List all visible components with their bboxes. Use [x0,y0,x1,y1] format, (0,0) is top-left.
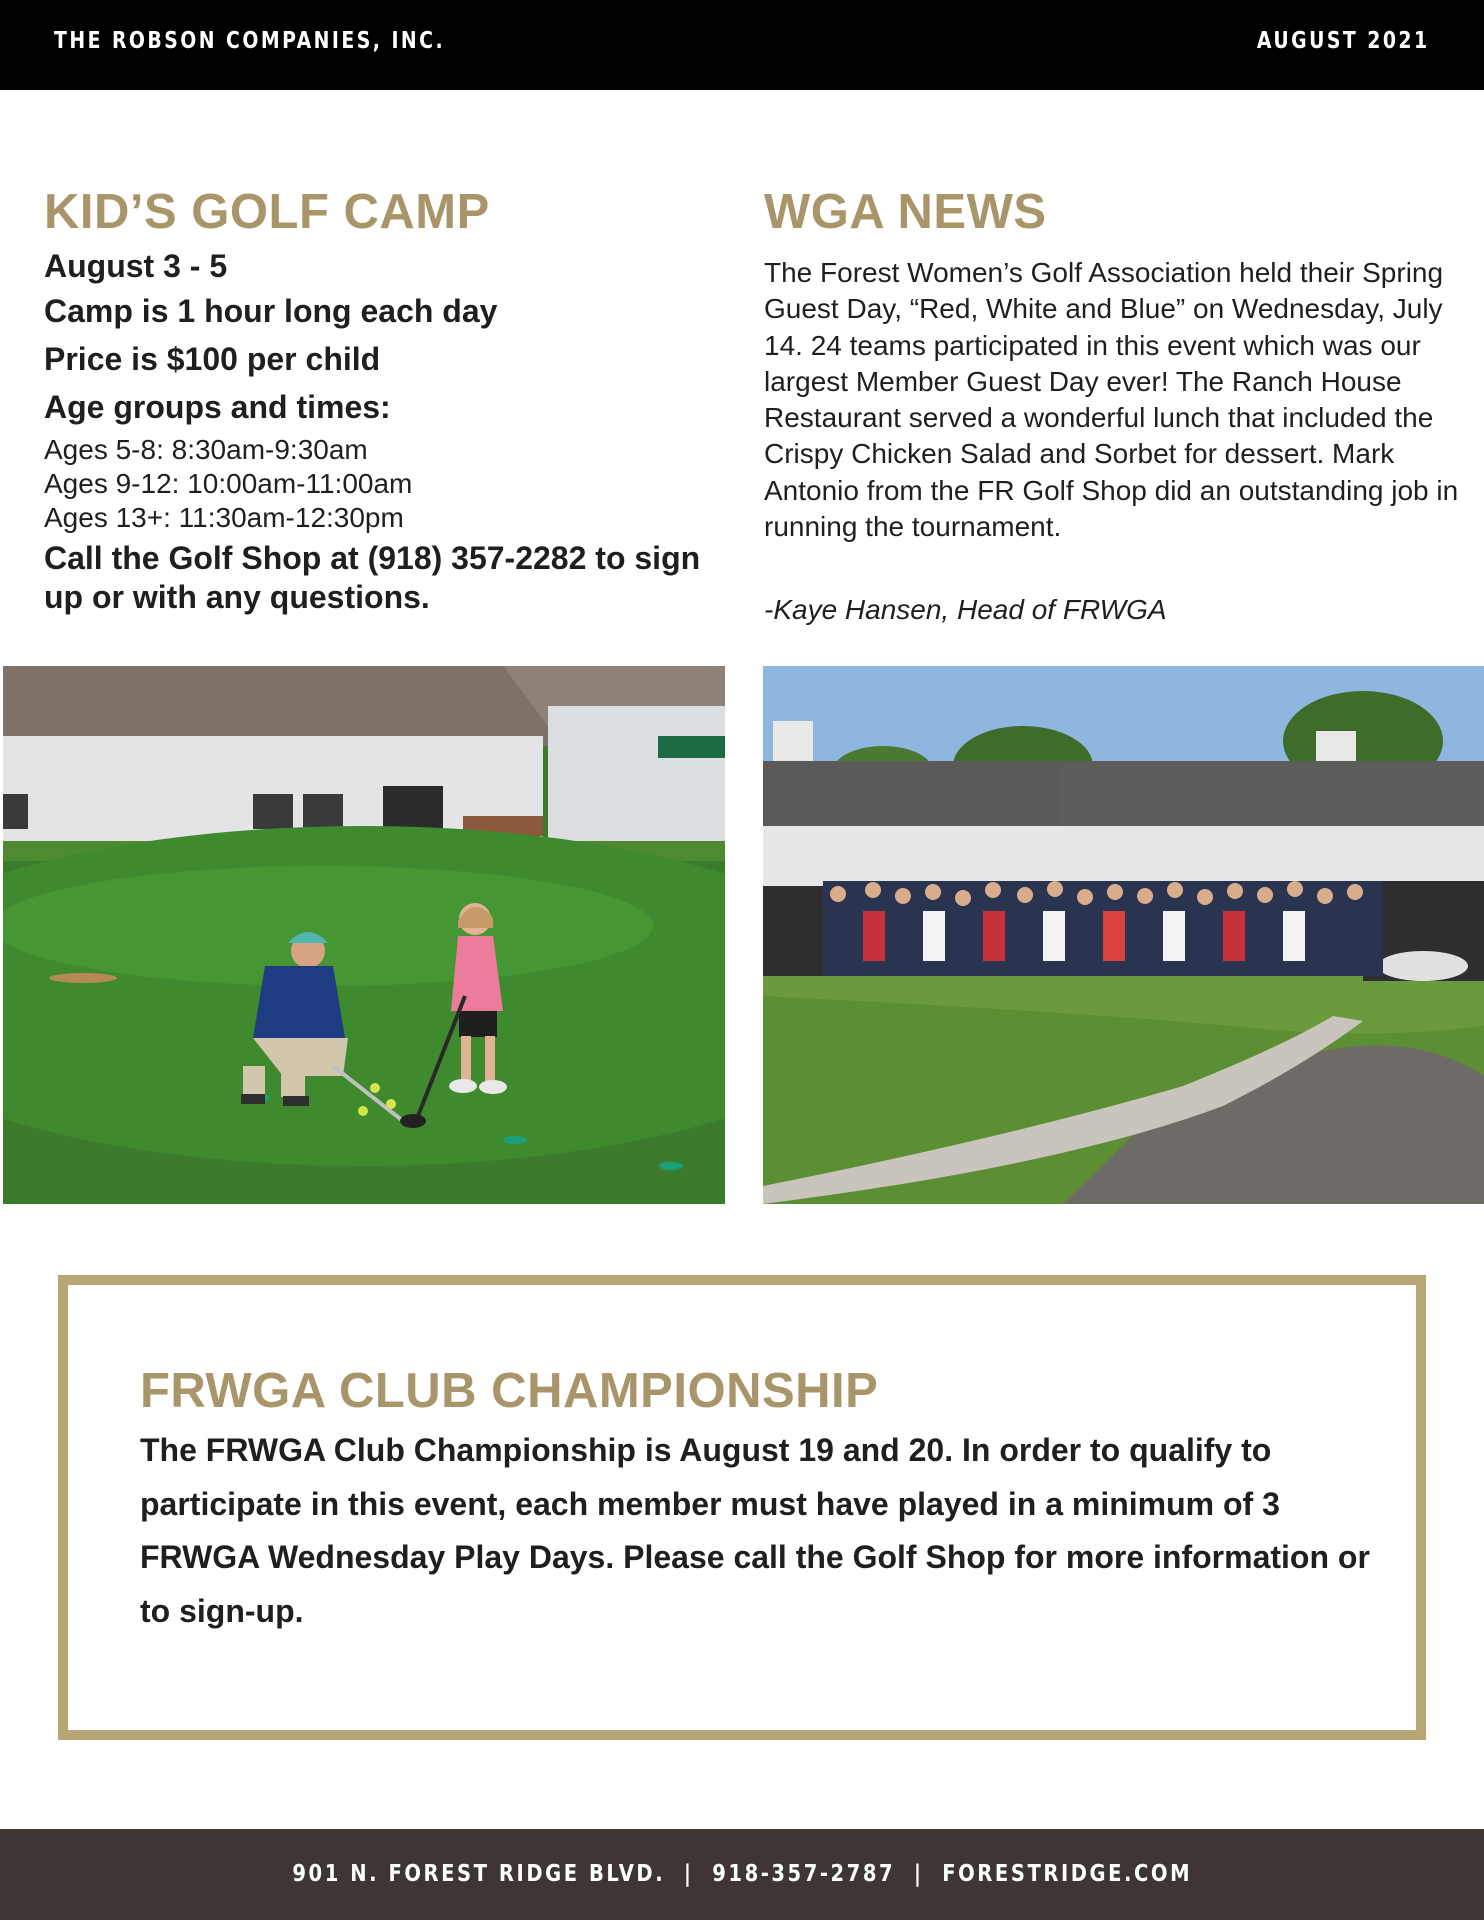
camp-duration: Camp is 1 hour long each day [44,293,498,329]
age-group-item: Ages 9-12: 10:00am-11:00am [44,468,413,499]
age-group-item: Ages 5-8: 8:30am-9:30am [44,434,368,465]
wga-news-title: WGA NEWS [764,185,1047,239]
footer-separator: | [683,1861,694,1887]
footer-separator: | [913,1861,924,1887]
kids-camp-details [44,245,704,617]
age-groups-list [44,433,704,535]
footer-contact [0,1861,1484,1887]
issue-date: AUGUST 2021 [1257,28,1430,54]
wga-news-signature: -Kaye Hansen, Head of FRWGA [764,594,1167,625]
footer-phone[interactable]: 918-357-2787 [712,1861,895,1887]
footer-bar [0,1829,1484,1920]
camp-dates: August 3 - 5 [44,248,228,284]
top-bar [0,0,1484,90]
championship-body: The FRWGA Club Championship is August 19 and 20. In order to qualify to participate in this event, each member must have played in a minimum of 3 FRWGA Wednesday Play Days. Please call the Golf Shop for more information or to sign-up. [140,1432,1370,1629]
age-group-item: Ages 13+: 11:30am-12:30pm [44,502,404,533]
championship-title: FRWGA CLUB CHAMPIONSHIP [140,1364,879,1418]
kids-golf-photo [3,666,725,1204]
championship-box [58,1275,1426,1740]
camp-signup-cta: Call the Golf Shop at (918) 357-2282 to sign up or with any questions. [44,540,701,615]
footer-website-link[interactable]: FORESTRIDGE.COM [941,1861,1192,1887]
age-groups-heading: Age groups and times: [44,389,391,425]
company-name: THE ROBSON COMPANIES, INC. [54,28,446,54]
wga-group-photo [763,666,1484,1204]
kids-camp-title: KID’S GOLF CAMP [44,185,490,239]
camp-price: Price is $100 per child [44,341,381,377]
wga-news-body: The Forest Women’s Golf Association held their Spring Guest Day, “Red, White and Blue” on Wednesday, July 14. 24 teams participated in this event which was our largest Member Guest Day ever! The Ranch House Restaurant served a wonderful lunch that included the Crispy Chicken Salad and Sorbet for dessert. Mark Antonio from the FR Golf Shop did an outstanding job in running the tournament. [764,257,1459,543]
footer-address: 901 N. FOREST RIDGE BLVD. [292,1861,665,1887]
